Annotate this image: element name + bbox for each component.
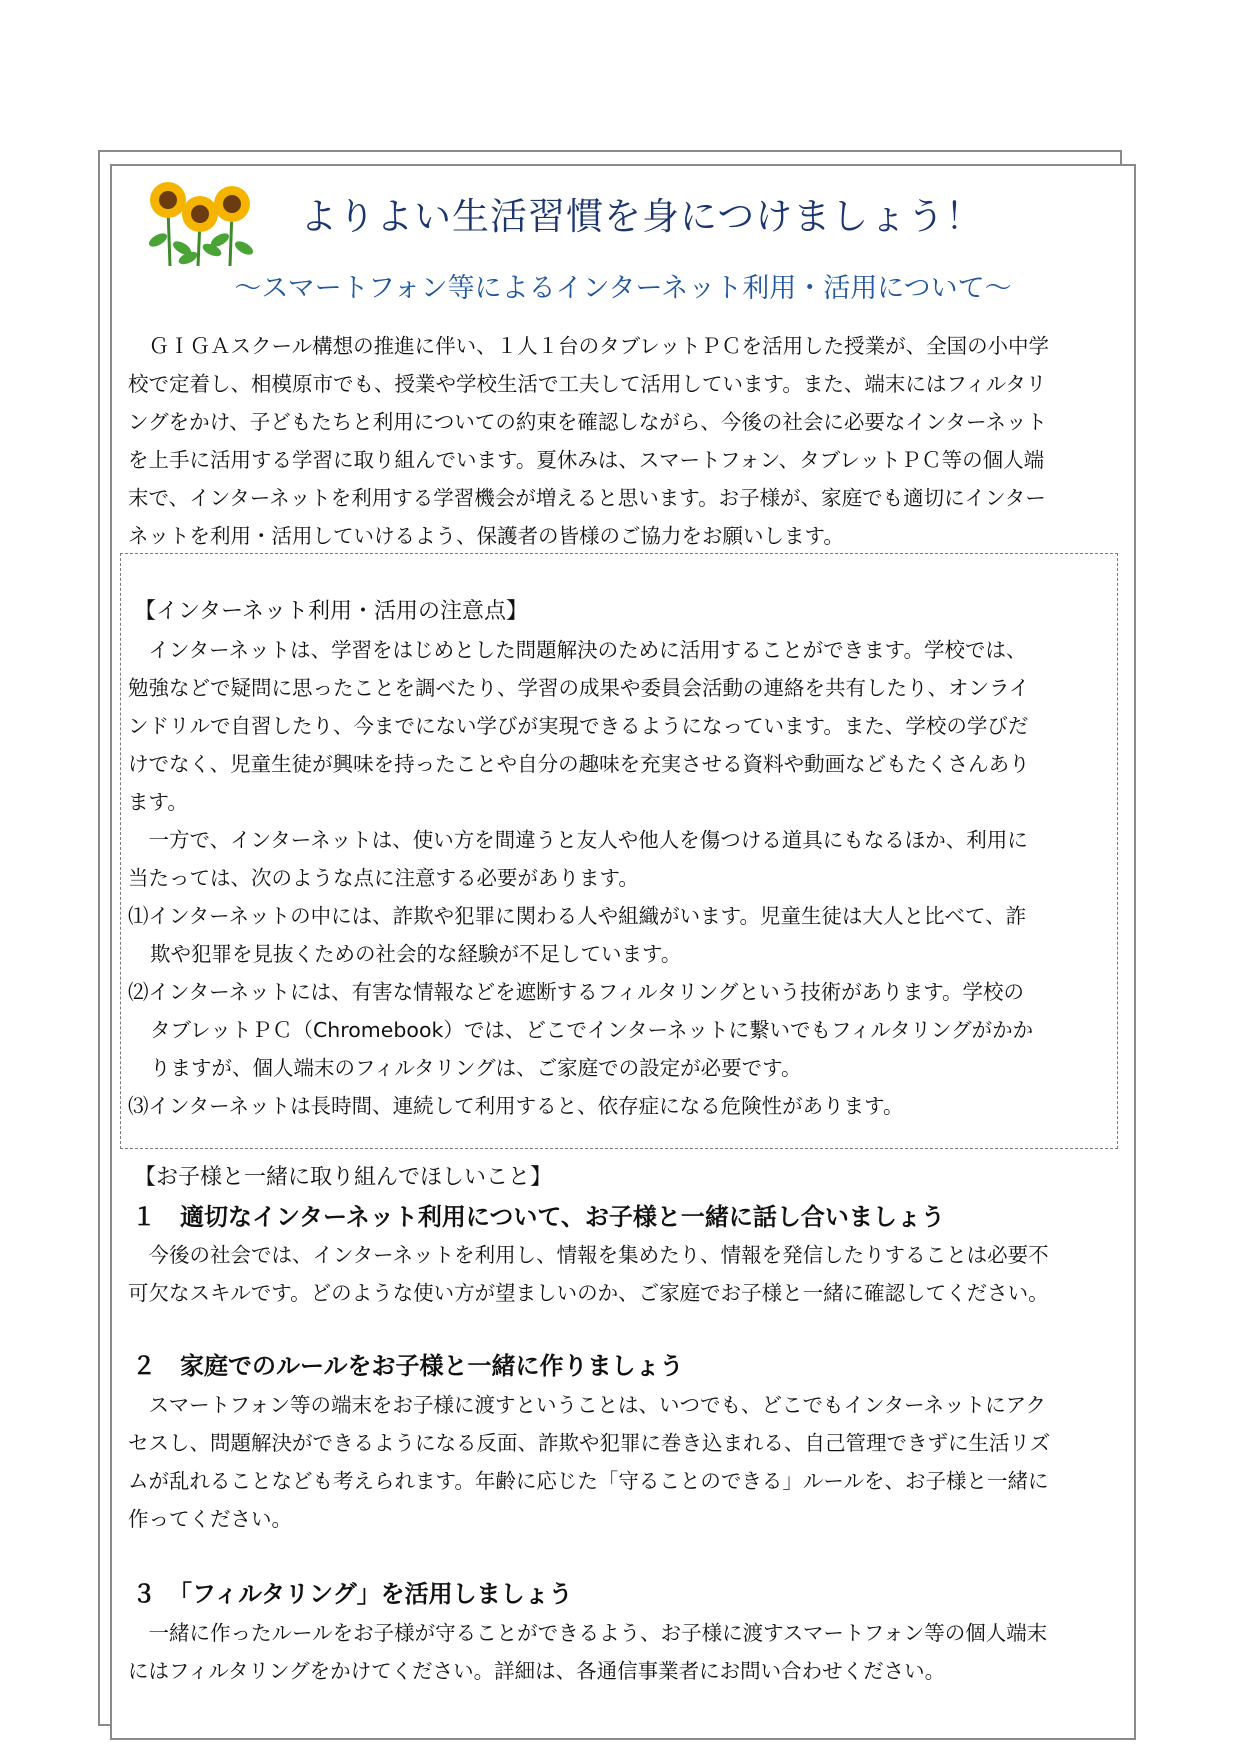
notice-item-line: タブレットＰＣ（Chromebook）では、どこでインターネットに繋いでもフィルタリングがかか bbox=[150, 1018, 1034, 1042]
section-1-body bbox=[128, 1236, 1049, 1312]
notice-line: インターネットは、学習をはじめとした問題解決のために活用することができます。学校では、 bbox=[128, 638, 1027, 662]
section-1-heading: １ 適切なインターネット利用について、お子様と一緒に話し合いましょう bbox=[132, 1203, 945, 1231]
notice-item-line: りますが、個人端末のフィルタリングは、ご家庭での設定が必要です。 bbox=[150, 1056, 802, 1080]
section-line: にはフィルタリングをかけてください。詳細は、各通信事業者にお問い合わせください。 bbox=[128, 1659, 946, 1683]
notice-item-line: ⑴インターネットの中には、詐欺や犯罪に関わる人や組織がいます。児童生徒は大人と比べて、詐 bbox=[128, 904, 1027, 928]
section-line: スマートフォン等の端末をお子様に渡すということは、いつでも、どこでもインターネットにアク bbox=[128, 1393, 1046, 1417]
intro-line: ネットを利用・活用していけるよう、保護者の皆様のご協力をお願いします。 bbox=[128, 524, 844, 548]
notice-heading: 【インターネット利用・活用の注意点】 bbox=[134, 599, 529, 624]
section-line: 一緒に作ったルールをお子様が守ることができるよう、お子様に渡すスマートフォン等の個人端末 bbox=[128, 1621, 1048, 1645]
notice-item-1 bbox=[128, 897, 1026, 973]
section-2-heading: ２ 家庭でのルールをお子様と一緒に作りましょう bbox=[132, 1352, 684, 1380]
notice-item-line: ⑶インターネットは長時間、連続して利用すると、依存症になる危険性があります。 bbox=[128, 1094, 904, 1118]
notice-paragraph-1 bbox=[128, 631, 1030, 821]
intro-line: ＧＩＧＡスクール構想の推進に伴い、１人１台のタブレットＰＣを活用した授業が、全国の小中学 bbox=[128, 334, 1050, 358]
notice-line: 一方で、インターネットは、使い方を間違うと友人や他人を傷つける道具にもなるほか、利用に bbox=[128, 828, 1028, 852]
section-line: ムが乱れることなども考えられます。年齢に応じた「守ることのできる」ルールを、お子様と一緒に bbox=[128, 1469, 1049, 1493]
notice-line: ます。 bbox=[128, 790, 188, 814]
sunflower-illustration bbox=[140, 178, 260, 270]
notice-item-line: ⑵インターネットには、有害な情報などを遮断するフィルタリングという技術があります。学校の bbox=[128, 980, 1025, 1004]
intro-line: 末で、インターネットを利用する学習機会が増えると思います。お子様が、家庭でも適切にインター bbox=[128, 486, 1046, 510]
notice-item-3 bbox=[128, 1087, 904, 1125]
section-line: 可欠なスキルです。どのような使い方が望ましいのか、ご家庭でお子様と一緒に確認してください。 bbox=[128, 1281, 1049, 1305]
together-heading: 【お子様と一緒に取り組んでほしいこと】 bbox=[134, 1165, 553, 1190]
notice-paragraph-2 bbox=[128, 821, 1028, 897]
notice-line: 勉強などで疑問に思ったことを調べたり、学習の成果や委員会活動の連絡を共有したり、オンライ bbox=[128, 676, 1030, 700]
notice-line: 当たっては、次のような点に注意する必要があります。 bbox=[128, 866, 639, 890]
notice-line: けでなく、児童生徒が興味を持ったことや自分の趣味を充実させる資料や動画などもたくさんあり bbox=[128, 752, 1030, 776]
section-line: 今後の社会では、インターネットを利用し、情報を集めたり、情報を発信したりすることは必要不 bbox=[128, 1243, 1049, 1267]
section-line: 作ってください。 bbox=[128, 1507, 292, 1531]
section-2-body bbox=[128, 1386, 1050, 1538]
intro-line: ングをかけ、子どもたちと利用についての約束を確認しながら、今後の社会に必要なインターネット bbox=[128, 410, 1048, 434]
notice-item-2 bbox=[128, 973, 1033, 1087]
intro-line: 校で定着し、相模原市でも、授業や学校生活で工夫して活用しています。また、端末にはフィルタリ bbox=[128, 372, 1047, 396]
intro-paragraph bbox=[128, 327, 1049, 555]
page-title: よりよい生活習慣を身につけましょう！ bbox=[300, 195, 984, 238]
section-3-body bbox=[128, 1614, 1047, 1690]
notice-item-line: 欺や犯罪を見抜くための社会的な経験が不足しています。 bbox=[150, 942, 682, 966]
section-line: セスし、問題解決ができるようになる反面、詐欺や犯罪に巻き込まれる、自己管理できずに生活リズ bbox=[128, 1431, 1051, 1455]
intro-line: を上手に活用する学習に取り組んでいます。夏休みは、スマートフォン、タブレットＰＣ等の個人端 bbox=[128, 448, 1045, 472]
section-3-heading: ３ 「フィルタリング」を活用しましょう bbox=[132, 1580, 573, 1608]
page-subtitle: ～スマートフォン等によるインターネット利用・活用について～ bbox=[234, 273, 1012, 304]
notice-line: ンドリルで自習したり、今までにない学びが実現できるようになっています。また、学校の学びだ bbox=[128, 714, 1029, 738]
